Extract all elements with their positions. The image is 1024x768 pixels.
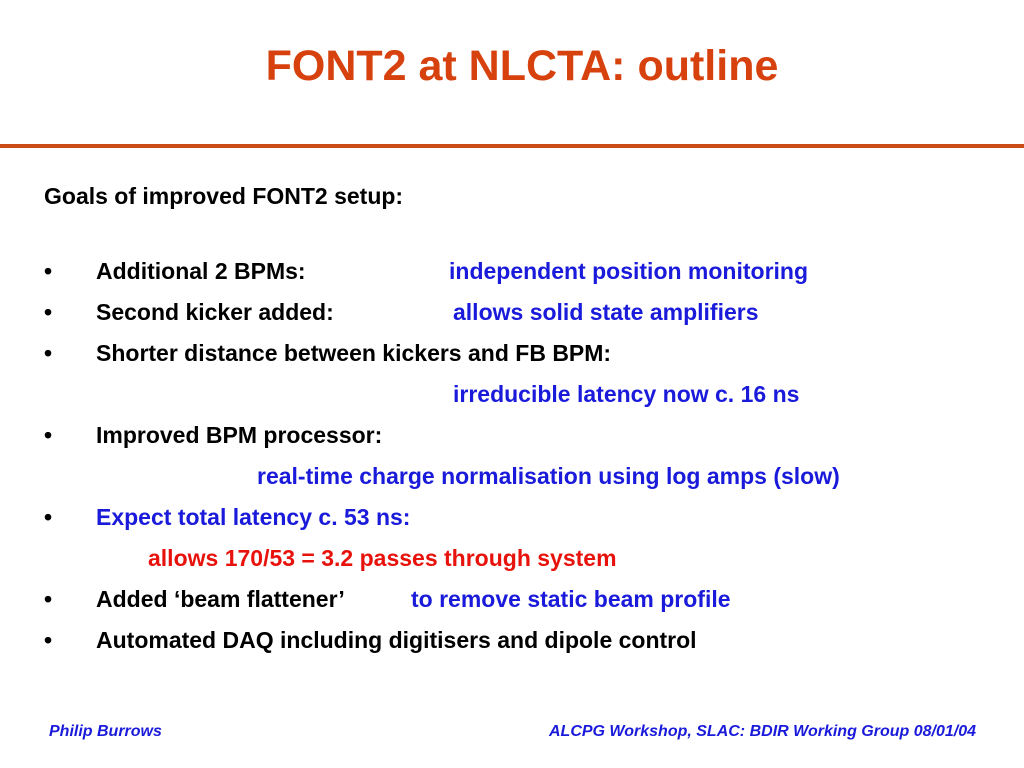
goals-heading: Goals of improved FONT2 setup: xyxy=(44,183,404,209)
bullet-marker: • xyxy=(44,504,53,530)
title-divider xyxy=(0,144,1024,148)
bullet-3-detail: irreducible latency now c. 16 ns xyxy=(453,381,800,407)
slide-title: FONT2 at NLCTA: outline xyxy=(265,42,779,90)
footer-event: ALCPG Workshop, SLAC: BDIR Working Group 08/01/04 xyxy=(548,723,976,740)
bullet-marker: • xyxy=(44,340,53,366)
bullet-2-label: Second kicker added: xyxy=(96,299,334,325)
bullet-3-label: Shorter distance between kickers and FB BPM: xyxy=(96,340,612,366)
footer-author: Philip Burrows xyxy=(49,723,162,740)
bullet-6-label: Added ‘beam flattener’ xyxy=(96,586,345,612)
bullet-4-label: Improved BPM processor: xyxy=(96,422,383,448)
bullet-marker: • xyxy=(44,586,53,612)
bullet-marker: • xyxy=(44,422,53,448)
bullet-5-label: Expect total latency c. 53 ns: xyxy=(96,504,411,530)
bullet-4-detail: real-time charge normalisation using log amps (slow) xyxy=(257,463,840,489)
bullet-5-detail: allows 170/53 = 3.2 passes through system xyxy=(148,545,617,571)
bullet-7-label: Automated DAQ including digitisers and dipole control xyxy=(96,627,697,653)
bullet-1-label: Additional 2 BPMs: xyxy=(96,258,306,284)
bullet-1-detail: independent position monitoring xyxy=(449,258,809,284)
bullet-marker: • xyxy=(44,258,53,284)
bullet-2-detail: allows solid state amplifiers xyxy=(453,299,759,325)
bullet-marker: • xyxy=(44,299,53,325)
bullet-6-detail: to remove static beam profile xyxy=(411,586,731,612)
bullet-marker: • xyxy=(44,627,53,653)
